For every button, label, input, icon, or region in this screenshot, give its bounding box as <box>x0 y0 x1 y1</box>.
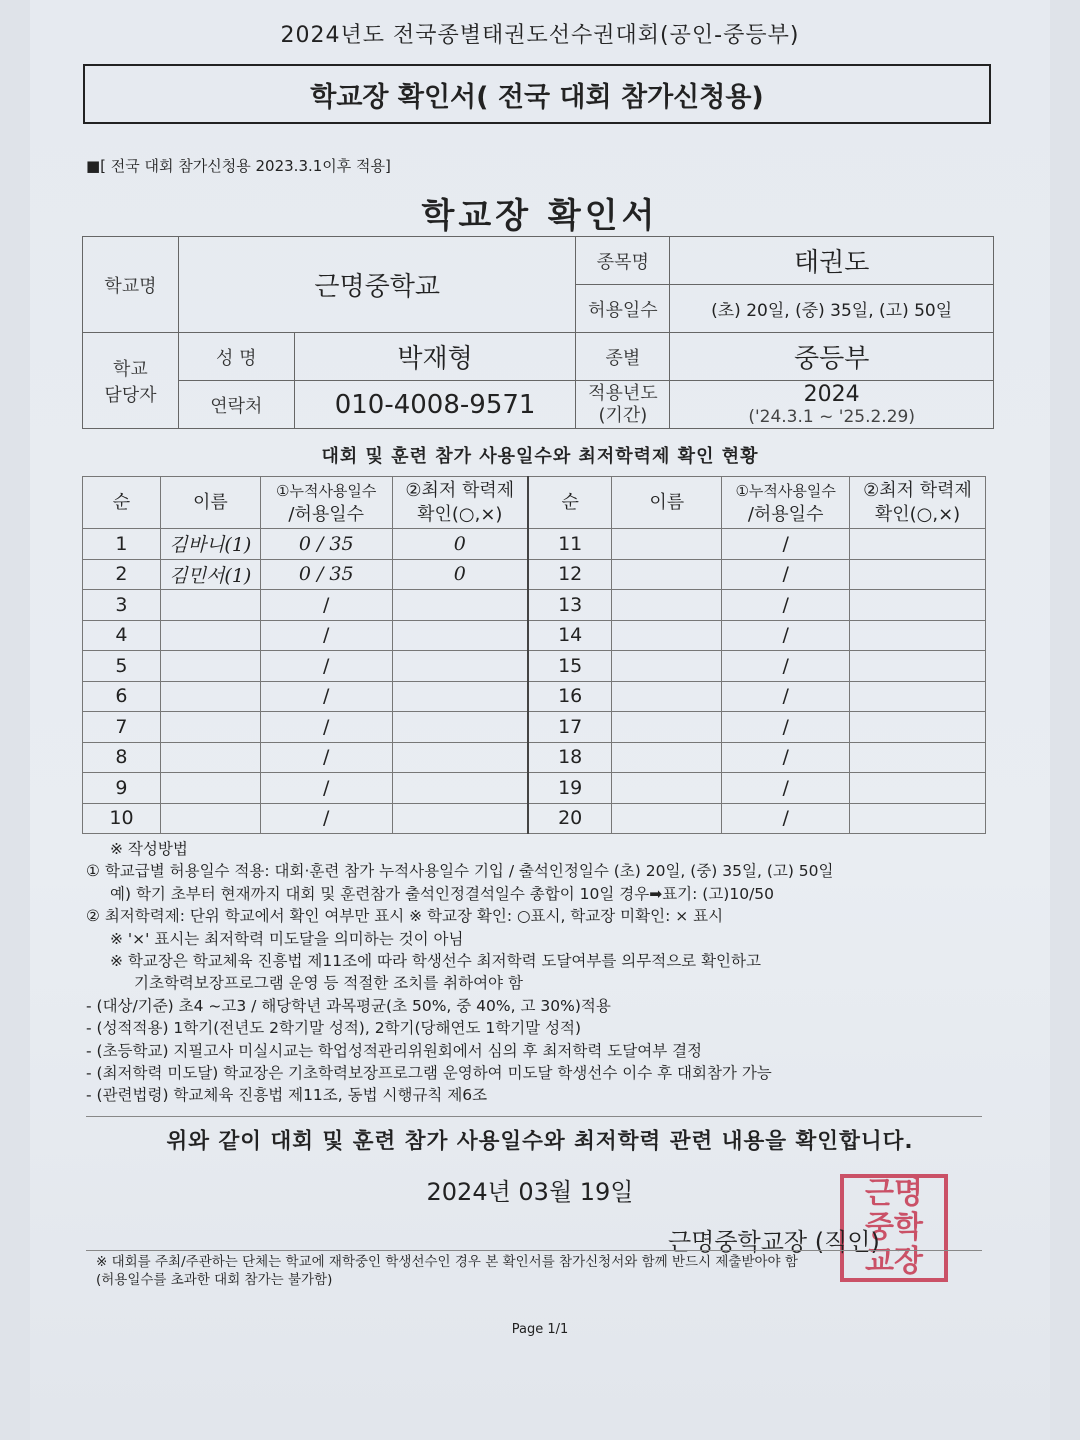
col-min-2: 확인(○,×) <box>417 503 503 525</box>
principal-signature: 근명중학교장 (직인) <box>668 1228 880 1256</box>
col-days-2-right: /허용일수 <box>747 503 824 525</box>
row-no: 4 <box>83 620 161 651</box>
row-mark <box>850 742 986 773</box>
col-no-right: 순 <box>528 477 612 529</box>
row-no: 13 <box>528 590 612 621</box>
method-line: - (관련법령) 학교체육 진흥법 제11조, 동법 시행규칙 제6조 <box>86 1086 488 1105</box>
row-days: / <box>722 681 850 712</box>
row-no: 5 <box>83 651 161 682</box>
col-days <box>260 477 392 529</box>
row-no: 12 <box>528 559 612 590</box>
page-number: Page 1/1 <box>511 1322 569 1337</box>
row-name: 김민서(1) <box>160 559 260 590</box>
col-min-2-right: 확인(○,×) <box>874 503 961 525</box>
table-row <box>83 559 986 590</box>
row-days: / <box>722 712 850 743</box>
row-mark: 0 <box>392 529 528 560</box>
row-mark <box>850 803 986 834</box>
row-no: 17 <box>528 712 612 743</box>
table-row <box>83 651 986 682</box>
allowed-days-value: (초) 20일, (중) 35일, (고) 50일 <box>670 285 994 333</box>
row-no: 7 <box>83 712 161 743</box>
method-line: - (대상/기준) 초4 ~고3 / 해당학년 과목평균(초 50%, 중 40%, 고 30%)적용 <box>86 996 611 1015</box>
row-name <box>160 773 260 804</box>
col-days-1-right: ①누적사용일수 <box>735 481 836 500</box>
table-row <box>83 681 986 712</box>
issue-date: 2024년 03월 19일 <box>426 1178 634 1206</box>
row-name <box>612 651 722 682</box>
row-no: 10 <box>83 803 161 834</box>
row-no: 19 <box>528 773 612 804</box>
row-no: 14 <box>528 620 612 651</box>
row-name <box>160 590 260 621</box>
method-line: ② 최저학력제: 단위 학교에서 확인 여부만 표시 ※ 학교장 확인: ○표시, 학교장 미확인: × 표시 <box>86 907 724 926</box>
row-name <box>612 620 722 651</box>
contact-name-label: 성 명 <box>178 333 294 381</box>
row-name: 김바니(1) <box>160 529 260 560</box>
method-line: 기초학력보장프로그램 운영 등 적절한 조치를 취하여야 함 <box>134 974 523 993</box>
confirm-statement: 위와 같이 대회 및 훈련 참가 사용일수와 최저학력 관련 내용을 확인합니다. <box>166 1129 914 1154</box>
table-row <box>83 803 986 834</box>
school-name: 근명중학교 <box>178 237 576 333</box>
row-no: 3 <box>83 590 161 621</box>
row-no: 18 <box>528 742 612 773</box>
method-line: - (최저학력 미도달) 학교장은 기초학력보장프로그램 운영하여 미도달 학생선수 이수 후 대회참가 가능 <box>86 1064 772 1083</box>
seal-text: 근명중학교장 <box>865 1176 923 1279</box>
method-line: ※ '×' 표시는 최저학력 미도달을 의미하는 것이 아님 <box>110 929 464 948</box>
row-no: 20 <box>528 803 612 834</box>
row-name <box>612 712 722 743</box>
sport-label: 종목명 <box>576 237 670 285</box>
method-line: - (성적적용) 1학기(전년도 2학기말 성적), 2학기(당해연도 1학기말 성적) <box>86 1019 582 1038</box>
sport-value: 태권도 <box>670 237 994 285</box>
year-label <box>576 381 670 429</box>
row-no: 6 <box>83 681 161 712</box>
year-label-2: (기간) <box>598 404 648 426</box>
division-value: 중등부 <box>670 333 994 381</box>
row-days: / <box>722 620 850 651</box>
contact-name: 박재형 <box>294 333 576 381</box>
row-mark <box>850 681 986 712</box>
row-name <box>612 681 722 712</box>
row-days: / <box>722 590 850 621</box>
table-row <box>83 590 986 621</box>
row-days: / <box>722 651 850 682</box>
divider <box>86 1116 982 1117</box>
table-row <box>83 620 986 651</box>
col-name-right: 이름 <box>612 477 722 529</box>
col-min-right <box>850 477 986 529</box>
row-days: / <box>260 773 392 804</box>
event-title: 2024년도 전국종별태권도선수권대회(공인-중등부) <box>280 23 800 48</box>
row-mark <box>850 590 986 621</box>
year-label-1: 적용년도 <box>588 382 658 404</box>
year-cell <box>670 381 994 429</box>
contact-group-label-2: 담당자 <box>104 384 157 406</box>
year-value: 2024 <box>803 382 860 407</box>
col-min-1-right: ②최저 학력제 <box>863 479 972 501</box>
row-days: / <box>260 712 392 743</box>
row-mark <box>850 620 986 651</box>
col-days-1: ①누적사용일수 <box>276 481 377 500</box>
row-mark <box>850 712 986 743</box>
row-name <box>612 773 722 804</box>
row-no: 9 <box>83 773 161 804</box>
row-mark: 0 <box>392 559 528 590</box>
row-name <box>612 559 722 590</box>
row-mark <box>392 651 528 682</box>
info-table <box>82 236 994 429</box>
row-name <box>160 803 260 834</box>
method-heading: ※ 작성방법 <box>110 840 188 858</box>
row-days: / <box>260 620 392 651</box>
contact-group-label-1: 학교 <box>113 358 148 380</box>
row-mark <box>392 773 528 804</box>
row-days: / <box>722 773 850 804</box>
row-mark <box>392 742 528 773</box>
phone-value: 010-4008-9571 <box>294 381 576 429</box>
method-line: 예) 학기 초부터 현재까지 대회 및 훈련참가 출석인정결석일수 총합이 10일 경우➡표기: (고)10/50 <box>110 884 775 903</box>
row-name <box>160 620 260 651</box>
applies-note: ■[ 전국 대회 참가신청용 2023.3.1이후 적용] <box>86 157 391 175</box>
row-mark <box>392 590 528 621</box>
row-days: / <box>260 651 392 682</box>
method-line: ※ 학교장은 학교체육 진흥법 제11조에 따라 학생선수 최저학력 도달여부를 의무적으로 확인하고 <box>110 952 761 971</box>
row-name <box>160 681 260 712</box>
col-days-2: /허용일수 <box>288 503 365 525</box>
footnote-line: ※ 대회를 주최/주관하는 단체는 학교에 재학중인 학생선수인 경우 본 확인서를 참가신청서와 함께 반드시 제출받아야 함 <box>96 1254 798 1270</box>
row-days: / <box>260 803 392 834</box>
table-row <box>83 773 986 804</box>
row-mark <box>850 651 986 682</box>
divider <box>86 1250 982 1251</box>
row-name <box>612 803 722 834</box>
row-name <box>612 590 722 621</box>
method-line: ① 학교급별 허용일수 적용: 대회·훈련 참가 누적사용일수 기입 / 출석인정일수 (초) 20일, (중) 35일, (고) 50일 <box>86 862 834 881</box>
row-name <box>612 742 722 773</box>
writing-method <box>86 838 986 1107</box>
row-days: / <box>260 590 392 621</box>
row-name <box>160 651 260 682</box>
allowed-days-label: 허용일수 <box>576 285 670 333</box>
period-value: ('24.3.1 ~ '25.2.29) <box>748 407 915 427</box>
table-row <box>83 712 986 743</box>
col-name: 이름 <box>160 477 260 529</box>
row-days: 0 / 35 <box>260 559 392 590</box>
row-mark <box>392 681 528 712</box>
school-label: 학교명 <box>83 237 179 333</box>
row-mark <box>392 803 528 834</box>
row-no: 2 <box>83 559 161 590</box>
row-days: / <box>722 742 850 773</box>
row-days: / <box>722 803 850 834</box>
table-row <box>83 529 986 560</box>
col-days-right <box>722 477 850 529</box>
row-mark <box>850 529 986 560</box>
col-no: 순 <box>83 477 161 529</box>
row-days: 0 / 35 <box>260 529 392 560</box>
footnote <box>96 1253 976 1289</box>
row-no: 11 <box>528 529 612 560</box>
row-days: / <box>260 742 392 773</box>
phone-label: 연락처 <box>178 381 294 429</box>
col-min-1: ②최저 학력제 <box>405 479 515 501</box>
roster-table <box>82 476 986 834</box>
row-mark <box>850 773 986 804</box>
document-title-box: 학교장 확인서( 전국 대회 참가신청용) <box>83 64 991 124</box>
row-name <box>160 742 260 773</box>
row-mark <box>392 712 528 743</box>
row-name <box>160 712 260 743</box>
row-no: 15 <box>528 651 612 682</box>
row-days: / <box>722 559 850 590</box>
row-days: / <box>722 529 850 560</box>
page-title: 학교장 확인서 <box>421 196 659 236</box>
row-days: / <box>260 681 392 712</box>
col-min <box>392 477 528 529</box>
row-name <box>612 529 722 560</box>
status-title: 대회 및 훈련 참가 사용일수와 최저학력제 확인 현황 <box>321 446 759 467</box>
contact-group-label <box>83 333 179 429</box>
row-mark <box>850 559 986 590</box>
footnote-line: (허용일수를 초과한 대회 참가는 불가함) <box>96 1272 333 1288</box>
table-row <box>83 742 986 773</box>
method-line: - (초등학교) 지필고사 미실시교는 학업성적관리위원회에서 심의 후 최저학력 도달여부 결정 <box>86 1041 703 1060</box>
row-mark <box>392 620 528 651</box>
row-no: 8 <box>83 742 161 773</box>
division-label: 종별 <box>576 333 670 381</box>
row-no: 1 <box>83 529 161 560</box>
row-no: 16 <box>528 681 612 712</box>
